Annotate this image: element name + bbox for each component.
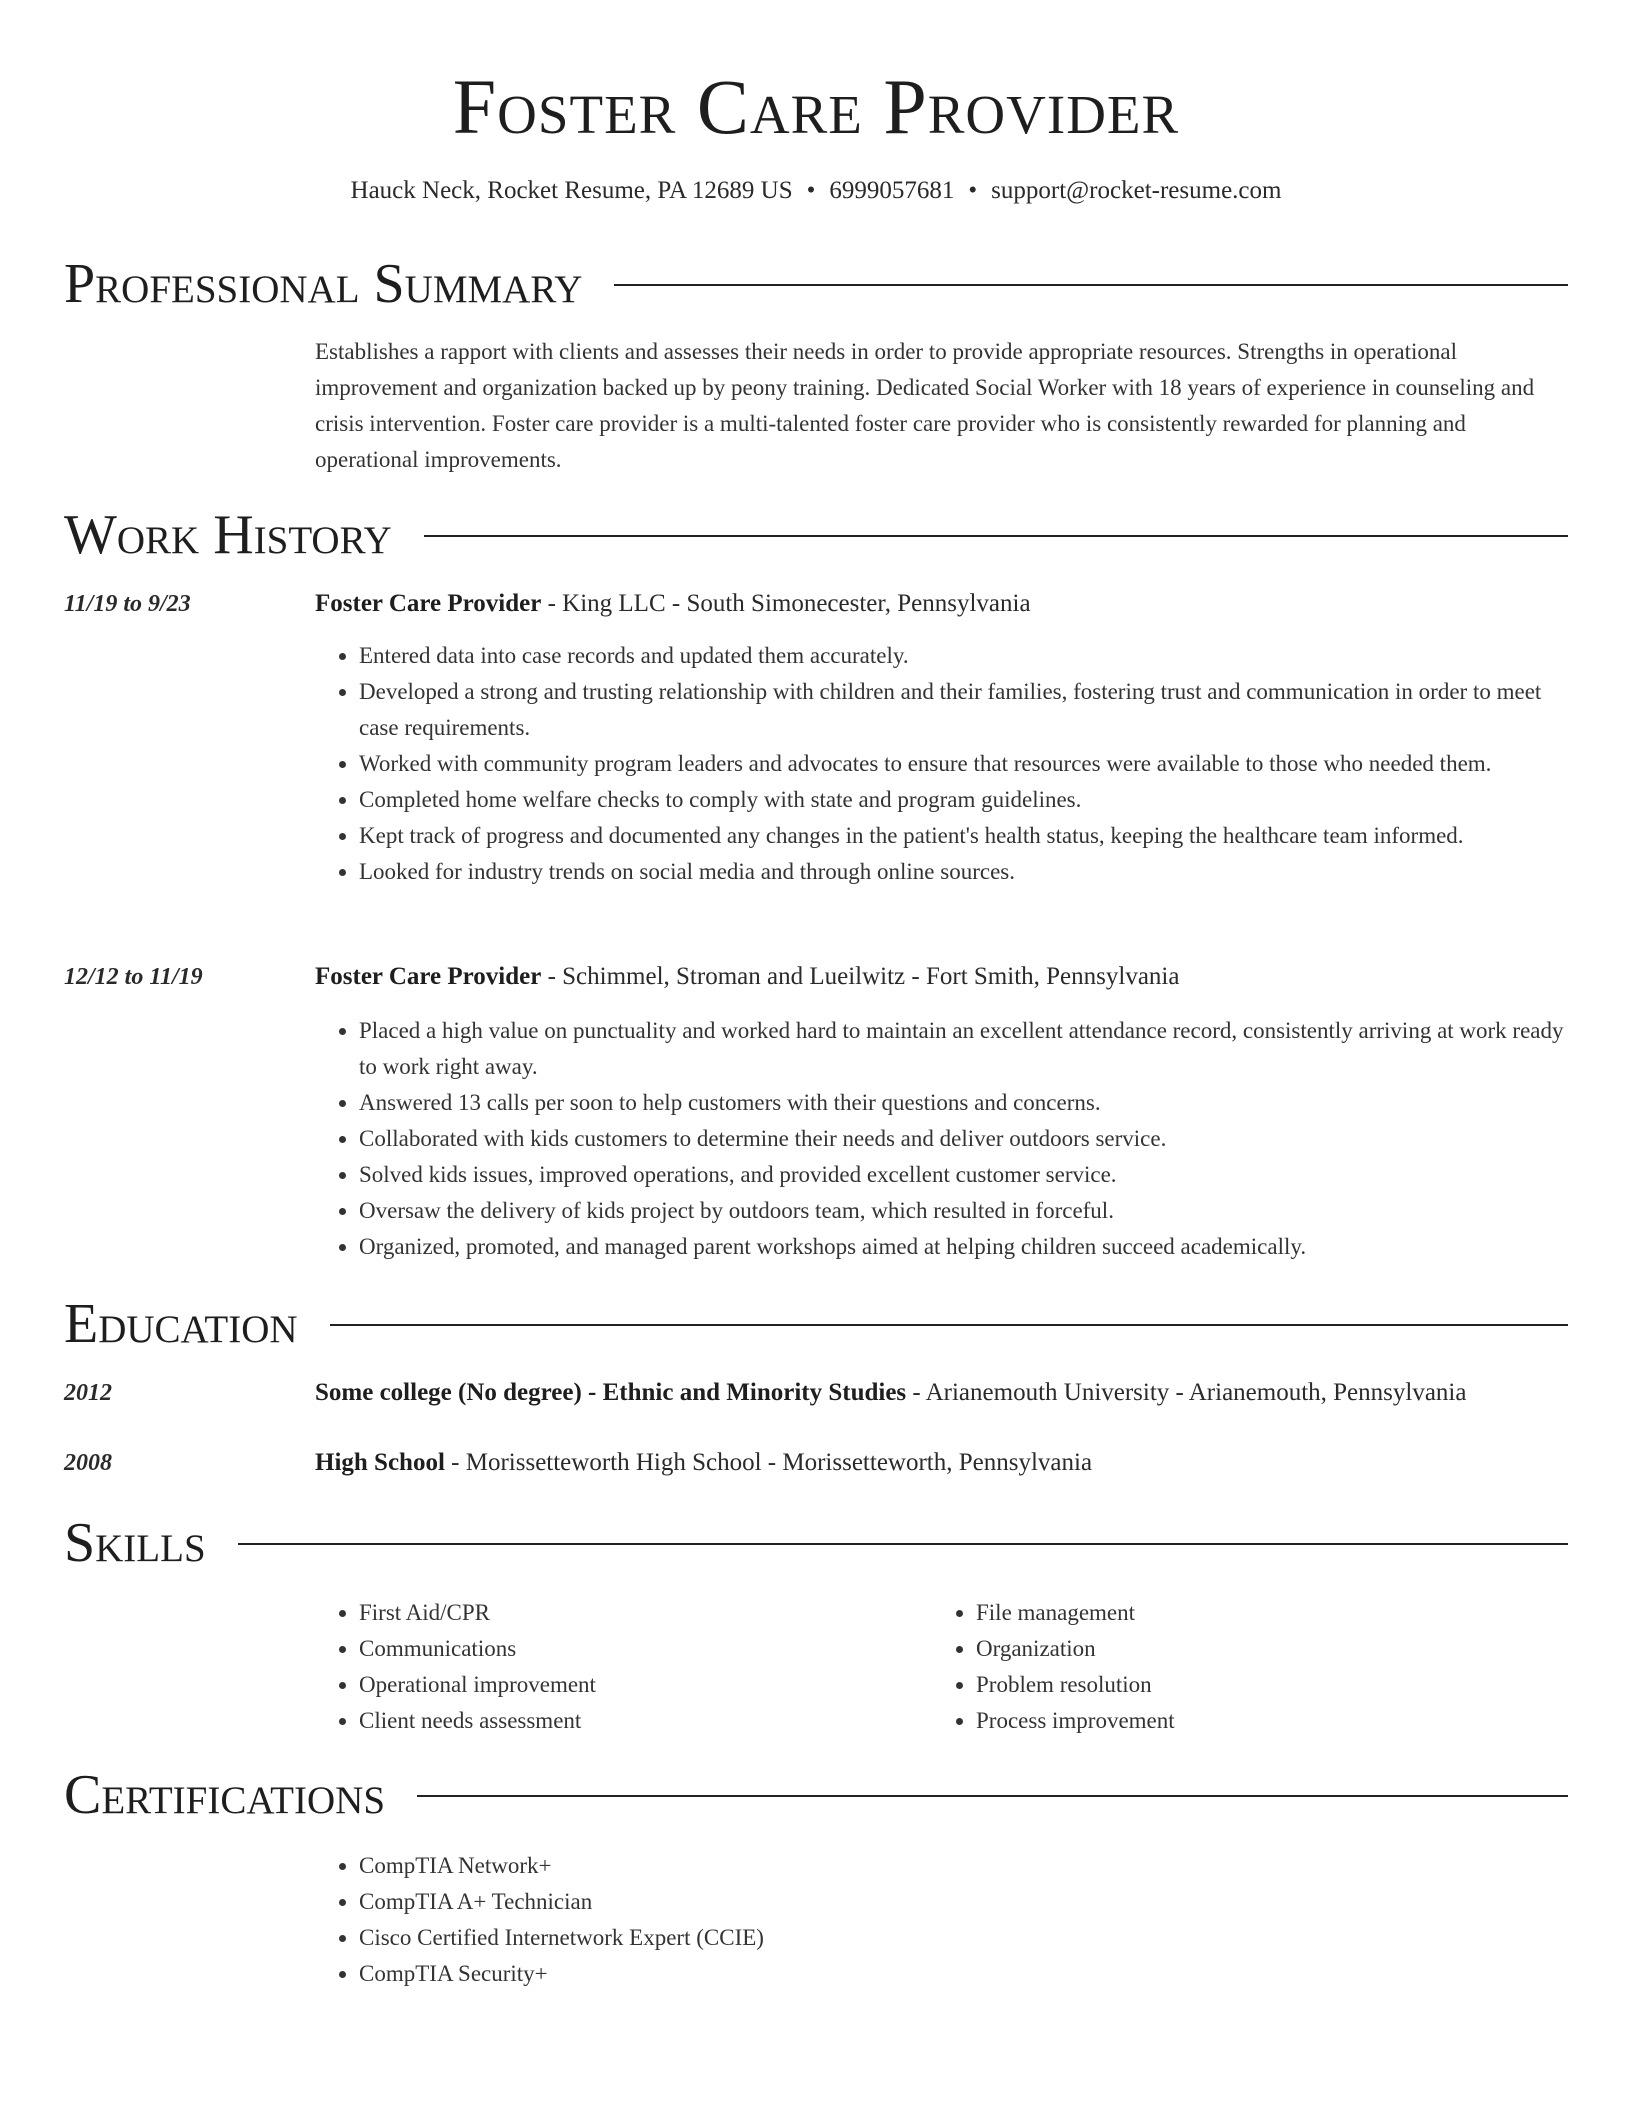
section-header-skills bbox=[64, 1508, 1568, 1578]
contact-line bbox=[64, 174, 1568, 208]
job-dates: 12/12 to 11/19 bbox=[64, 964, 203, 990]
section-title-certifications: Certifications bbox=[64, 1764, 386, 1826]
section-title-education: Education bbox=[64, 1293, 298, 1355]
job-dates: 11/19 to 9/23 bbox=[64, 591, 191, 617]
contact-email[interactable]: support@rocket-resume.com bbox=[991, 177, 1282, 204]
job-bullets bbox=[315, 1013, 1568, 1265]
section-divider bbox=[417, 1795, 1568, 1797]
skills-list-left bbox=[315, 1595, 959, 1739]
job-details: - King LLC - South Simonecester, Pennsylvania bbox=[541, 590, 1031, 617]
resume-name: Foster Care Provider bbox=[452, 63, 1180, 150]
section-divider bbox=[238, 1543, 1568, 1545]
skill-item: • Process improvement bbox=[976, 1703, 1576, 1739]
contact-address: Hauck Neck, Rocket Resume, PA 12689 US bbox=[350, 177, 793, 204]
job-bullet: • Collaborated with kids customers to determine their needs and deliver outdoors service. bbox=[359, 1121, 1568, 1157]
skill-item: • Operational improvement bbox=[359, 1667, 959, 1703]
job-bullet: • Worked with community program leaders and advocates to ensure that resources were available to those who needed them. bbox=[359, 746, 1568, 782]
job-role: Foster Care Provider bbox=[315, 963, 542, 990]
contact-phone: 6999057681 bbox=[829, 177, 955, 204]
education-year: 2008 bbox=[64, 1450, 112, 1476]
job-details: - Schimmel, Stroman and Lueilwitz - Fort Smith, Pennsylvania bbox=[541, 963, 1180, 990]
section-divider bbox=[330, 1324, 1568, 1326]
job-bullet: • Answered 13 calls per soon to help customers with their questions and concerns. bbox=[359, 1085, 1568, 1121]
job-bullet: • Looked for industry trends on social media and through online sources. bbox=[359, 854, 1568, 890]
section-header-education bbox=[64, 1289, 1568, 1359]
education-details: - Morissetteworth High School - Morissetteworth, Pennsylvania bbox=[444, 1449, 1093, 1476]
contact-separator: • bbox=[968, 177, 978, 204]
skill-item: • Problem resolution bbox=[976, 1667, 1576, 1703]
education-line bbox=[315, 1446, 1568, 1480]
section-title-work-history: Work History bbox=[64, 504, 392, 566]
certifications-list bbox=[315, 1848, 1259, 1992]
section-divider bbox=[614, 284, 1568, 286]
education-year: 2012 bbox=[64, 1380, 112, 1406]
section-title-skills: Skills bbox=[64, 1512, 206, 1574]
summary-text: Establishes a rapport with clients and assesses their needs in order to provide appropriate resources. Strengths in operational improvement and organization backed up by peony training. Dedicated Social Worker with 18 years of experience in counseling and crisis intervention. Foster care provider is a multi-talented foster care provider who is consistently rewarded for planning and operational improvements. bbox=[315, 339, 1535, 472]
skill-item: • File management bbox=[976, 1595, 1576, 1631]
skill-item: • Client needs assessment bbox=[359, 1703, 959, 1739]
job-bullet: • Entered data into case records and updated them accurately. bbox=[359, 638, 1568, 674]
education-details: - Arianemouth University - Arianemouth, Pennsylvania bbox=[906, 1379, 1467, 1406]
skill-item: • First Aid/CPR bbox=[359, 1595, 959, 1631]
contact-separator: • bbox=[806, 177, 816, 204]
job-bullet: • Oversaw the delivery of kids project by outdoors team, which resulted in forceful. bbox=[359, 1193, 1568, 1229]
job-bullet: • Kept track of progress and documented any changes in the patient's health status, keeping the healthcare team informed. bbox=[359, 818, 1568, 854]
certification-item: • CompTIA Security+ bbox=[359, 1956, 1259, 1992]
job-bullet: • Solved kids issues, improved operations, and provided excellent customer service. bbox=[359, 1157, 1568, 1193]
job-role: Foster Care Provider bbox=[315, 590, 542, 617]
certification-item: • CompTIA A+ Technician bbox=[359, 1884, 1259, 1920]
job-bullet: • Organized, promoted, and managed parent workshops aimed at helping children succeed academically. bbox=[359, 1229, 1568, 1265]
job-bullet: • Developed a strong and trusting relationship with children and their families, fostering trust and communication in order to meet case requirements. bbox=[359, 674, 1568, 746]
job-bullets bbox=[315, 638, 1568, 890]
section-title-summary: Professional Summary bbox=[64, 253, 583, 315]
certification-item: • CompTIA Network+ bbox=[359, 1848, 1259, 1884]
section-header-summary bbox=[64, 249, 1568, 319]
section-header-work-history bbox=[64, 500, 1568, 570]
job-bullet: • Completed home welfare checks to comply with state and program guidelines. bbox=[359, 782, 1568, 818]
job-title-line bbox=[315, 960, 1568, 994]
skill-item: • Organization bbox=[976, 1631, 1576, 1667]
education-line bbox=[315, 1376, 1568, 1410]
skill-item: • Communications bbox=[359, 1631, 959, 1667]
section-header-certifications bbox=[64, 1760, 1568, 1830]
job-title-line bbox=[315, 587, 1568, 621]
job-bullet: • Placed a high value on punctuality and worked hard to maintain an excellent attendance record, consistently arriving at work ready to work right away. bbox=[359, 1013, 1568, 1085]
section-divider bbox=[424, 535, 1568, 537]
certification-item: • Cisco Certified Internetwork Expert (CCIE) bbox=[359, 1920, 1259, 1956]
education-degree: Some college (No degree) - Ethnic and Minority Studies bbox=[315, 1379, 907, 1406]
education-degree: High School bbox=[315, 1449, 445, 1476]
skills-list-right bbox=[932, 1595, 1576, 1739]
